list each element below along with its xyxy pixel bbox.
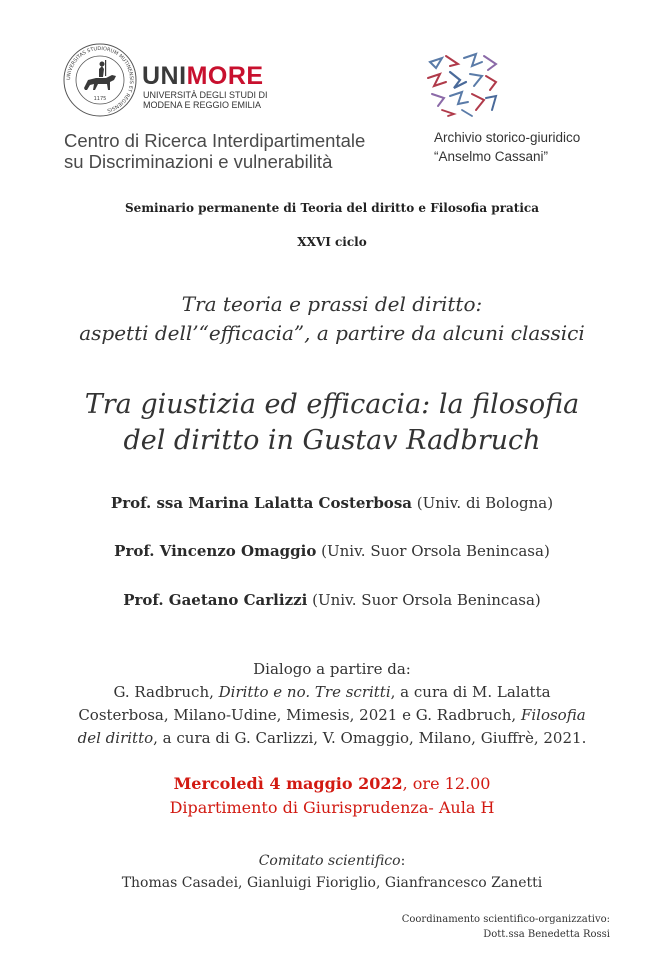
unimore-brand-part2: MORE bbox=[186, 62, 264, 90]
seminar-subtitle-line: Tra teoria e prassi del diritto: bbox=[181, 292, 483, 316]
committee-heading: Comitato scientifico: bbox=[258, 853, 406, 869]
speaker-item bbox=[0, 591, 664, 609]
coordination-block bbox=[402, 912, 610, 942]
committee-label: Comitato scientifico bbox=[258, 853, 401, 869]
speaker-name: Prof. ssa Marina Lalatta Costerbosa bbox=[110, 494, 412, 512]
dialog-block bbox=[0, 658, 664, 750]
speaker-affiliation: (Univ. Suor Orsola Benincasa) bbox=[321, 542, 550, 560]
seminar-cycle: XXVI ciclo bbox=[297, 235, 367, 249]
speaker-affiliation: (Univ. di Bologna) bbox=[416, 494, 554, 512]
scribble-icon bbox=[428, 54, 496, 116]
centro-ricerca-name bbox=[64, 130, 365, 172]
seminar-title-line: del diritto in Gustav Radbruch bbox=[123, 425, 541, 456]
seminar-series: Seminario permanente di Teoria del diritto e Filosofia pratica bbox=[125, 201, 539, 215]
unimore-brand-part1: UNI bbox=[142, 62, 187, 90]
speaker-name: Prof. Vincenzo Omaggio bbox=[114, 542, 317, 560]
archive-line: “Anselmo Cassani” bbox=[434, 149, 549, 164]
dialog-line: G. Radbruch, Diritto e no. Tre scritti, a cura di M. Lalatta bbox=[113, 683, 551, 701]
seminar-subtitle bbox=[0, 290, 664, 348]
seal-text: UNIVERSITAS STUDIORUM MUTINENSIS ET REGIENSIS bbox=[65, 45, 135, 114]
seminar-title-line: Tra giustizia ed efficacia: la filosofia bbox=[84, 389, 580, 420]
speaker-item bbox=[0, 494, 664, 512]
centro-line: Centro di Ricerca Interdipartimentale bbox=[64, 130, 366, 151]
archive-logo-art bbox=[424, 52, 500, 118]
dialog-line: Costerbosa, Milano-Udine, Mimesis, 2021 e G. Radbruch, Filosofia bbox=[78, 706, 586, 724]
speaker-item bbox=[0, 542, 664, 560]
centro-line: su Discriminazioni e vulnerabilità bbox=[64, 151, 333, 172]
book-title: Diritto e no. Tre scritti bbox=[218, 683, 391, 701]
coordination-label: Coordinamento scientifico-organizzativo: bbox=[401, 914, 610, 925]
unimore-subtitle-line: MODENA E REGGIO EMILIA bbox=[143, 100, 262, 110]
archive-name bbox=[434, 128, 580, 166]
seal-year: 1175 bbox=[93, 96, 107, 102]
dialog-line: del diritto, a cura di G. Carlizzi, V. Omaggio, Milano, Giuffrè, 2021. bbox=[77, 729, 587, 747]
event-date: Mercoledì 4 maggio 2022 bbox=[173, 774, 403, 793]
book-title: del diritto bbox=[77, 729, 154, 747]
coordination-name: Dott.ssa Benedetta Rossi bbox=[483, 929, 610, 940]
committee-members: Thomas Casadei, Gianluigi Fioriglio, Gianfrancesco Zanetti bbox=[121, 875, 543, 891]
unimore-brand bbox=[142, 64, 264, 89]
dialog-intro: Dialogo a partire da: bbox=[253, 660, 411, 678]
seminar-subtitle-line: aspetti dell’“efficacia”, a partire da alcuni classici bbox=[79, 321, 585, 345]
speaker-name: Prof. Gaetano Carlizzi bbox=[123, 591, 308, 609]
book-title: Filosofia bbox=[520, 706, 586, 724]
unimore-seal-logo bbox=[62, 42, 138, 118]
horse-rider-icon bbox=[84, 60, 116, 90]
unimore-subtitle-line: UNIVERSITÀ DEGLI STUDI DI bbox=[143, 90, 268, 100]
event-datetime bbox=[0, 772, 664, 796]
event-location: Dipartimento di Giurisprudenza- Aula H bbox=[169, 798, 495, 817]
unimore-subtitle bbox=[143, 90, 268, 110]
archive-line: Archivio storico-giuridico bbox=[434, 130, 581, 145]
speaker-affiliation: (Univ. Suor Orsola Benincasa) bbox=[312, 591, 541, 609]
seminar-title bbox=[0, 387, 664, 459]
event-time: , ore 12.00 bbox=[402, 774, 491, 793]
